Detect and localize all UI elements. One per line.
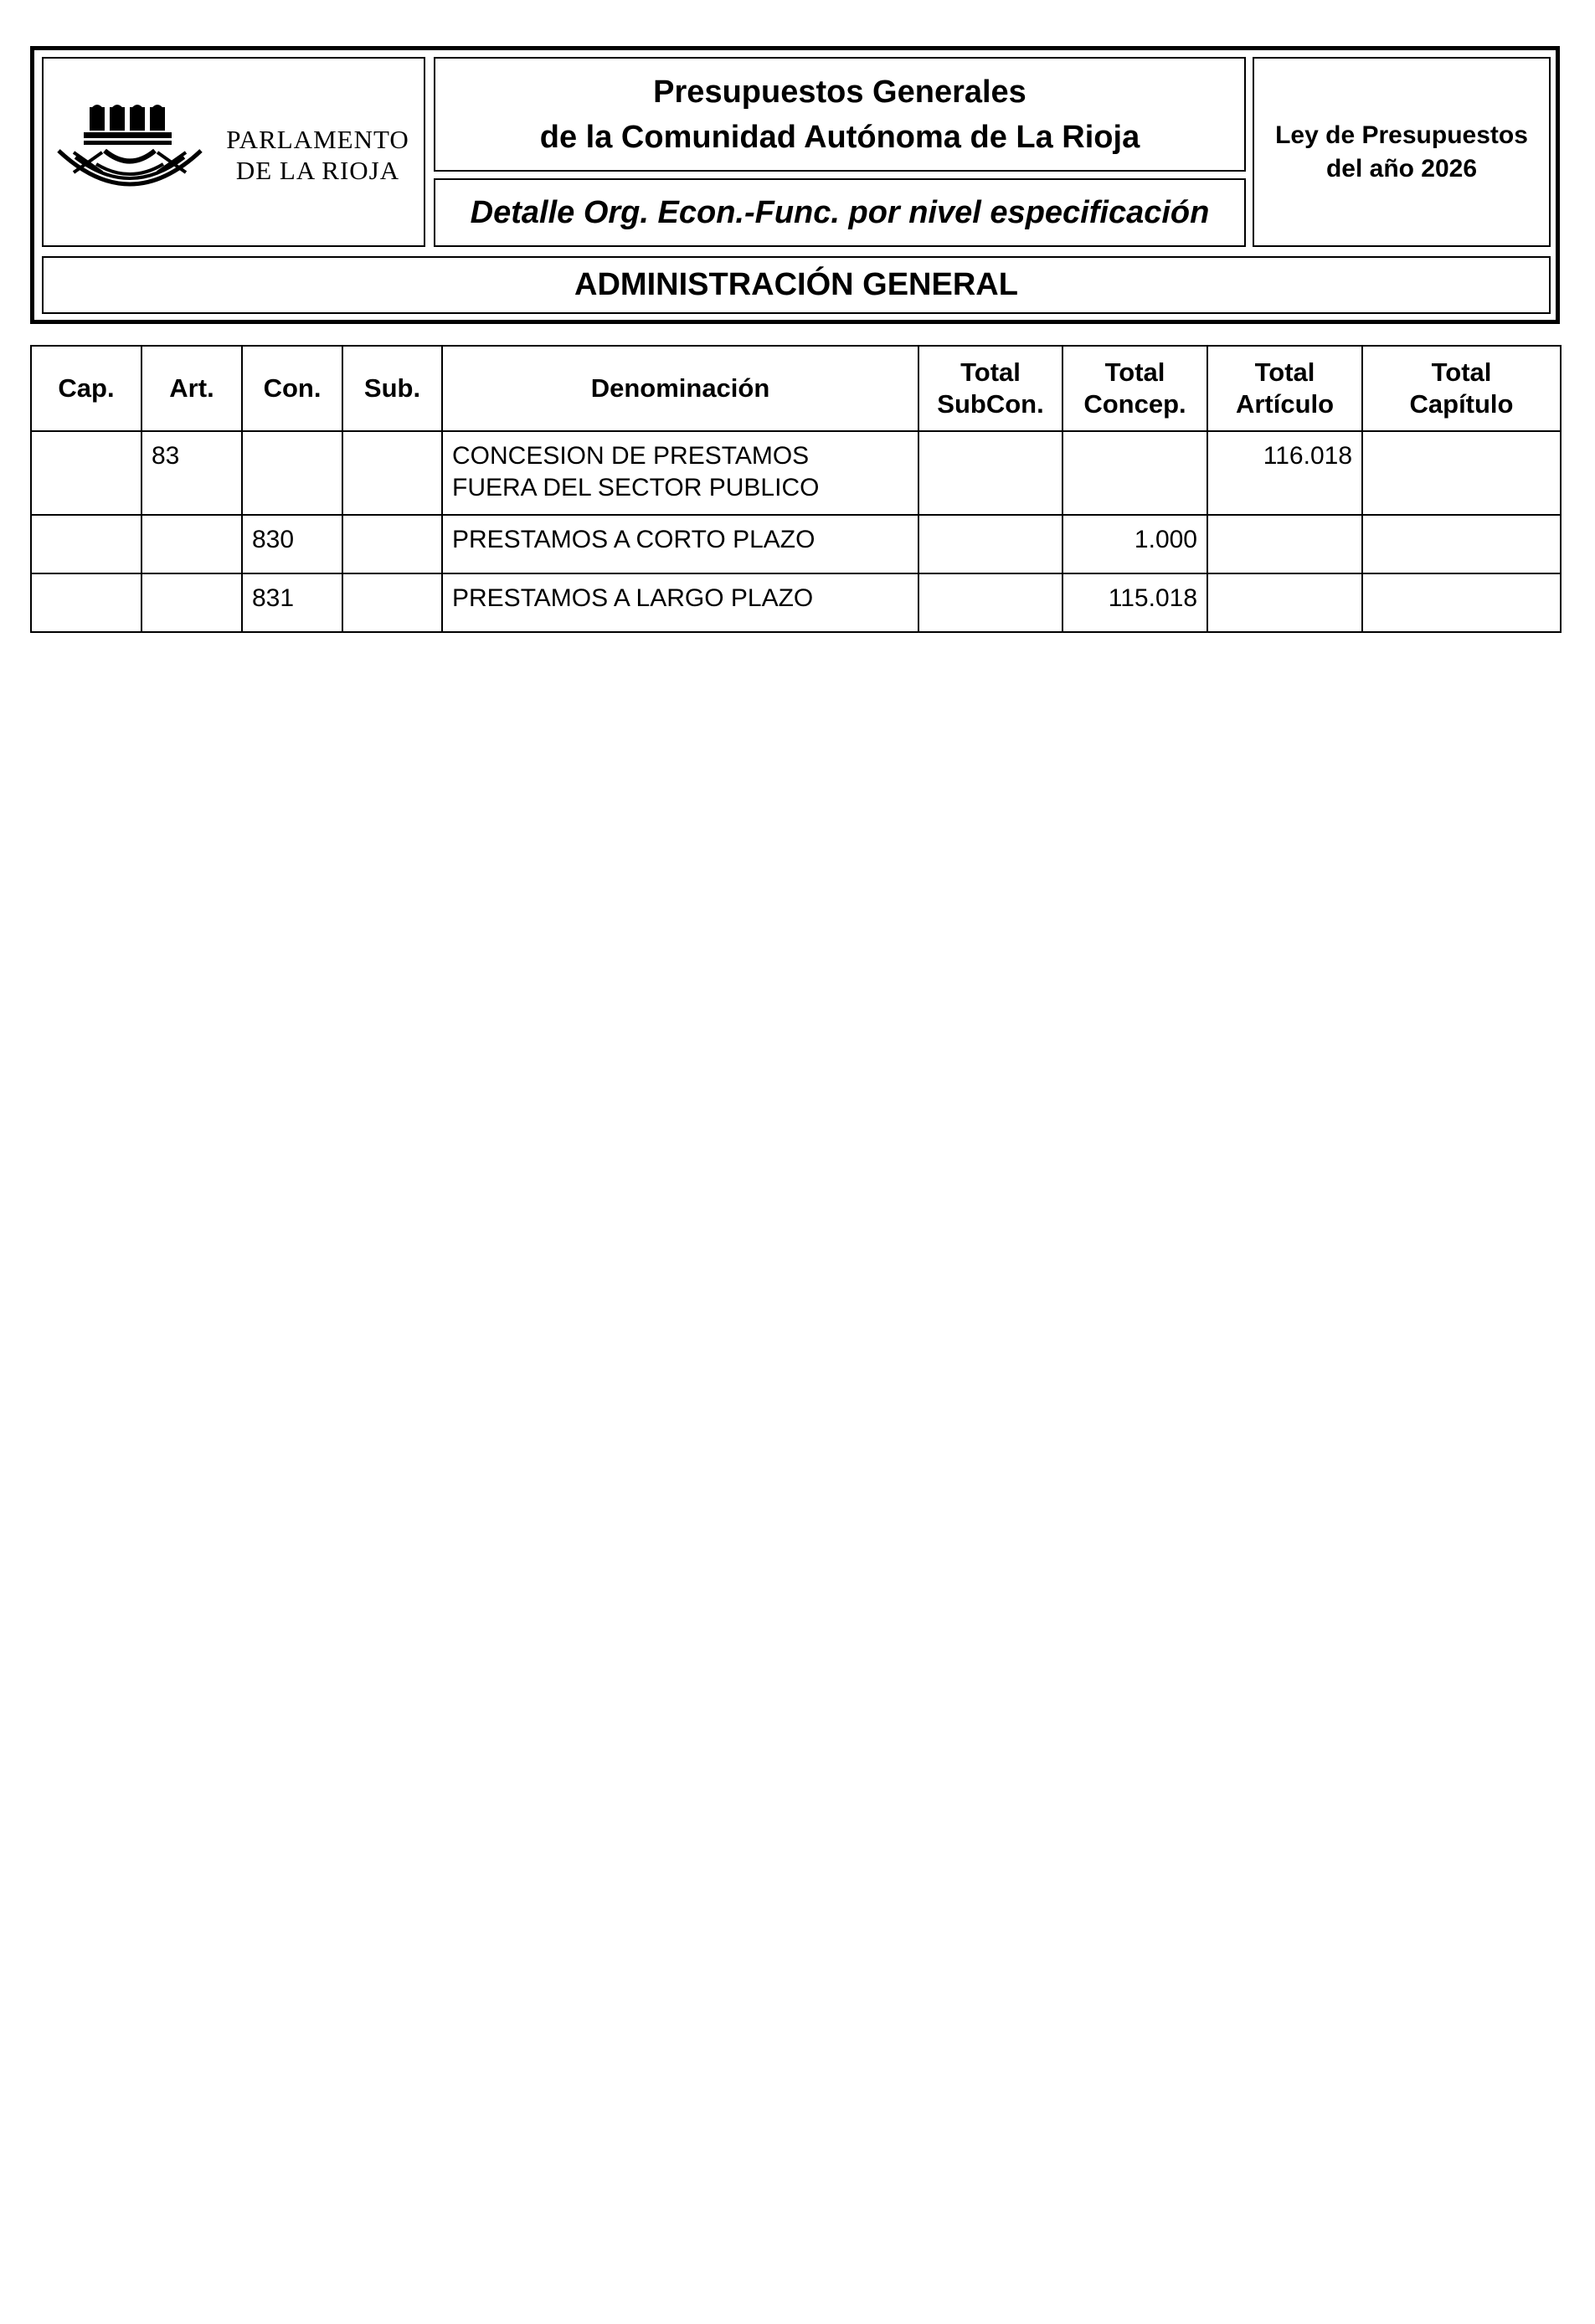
- logo-wordmark: [215, 124, 420, 186]
- organization-panel: [42, 256, 1551, 314]
- col-header-total-articulo: Total Artículo: [1207, 346, 1362, 431]
- denominacion-line-1: PRESTAMOS A CORTO PLAZO: [452, 526, 816, 553]
- col-header-total-concep: Total Concep.: [1062, 346, 1207, 431]
- col-header-con: Con.: [242, 346, 342, 431]
- cell-total-capitulo: [1362, 515, 1561, 573]
- cell-total-subcon: [918, 515, 1062, 573]
- cell-art: [141, 515, 242, 573]
- cell-total-capitulo: [1362, 431, 1561, 515]
- law-panel: [1253, 57, 1551, 247]
- cell-art: [141, 573, 242, 632]
- title-line-2: de la Comunidad Autónoma de La Rioja: [539, 119, 1140, 155]
- cell-denominacion: [442, 573, 918, 632]
- col-header-total-subcon: Total SubCon.: [918, 346, 1062, 431]
- cell-cap: [31, 515, 141, 573]
- budget-table: [30, 345, 1562, 633]
- report-subtitle: Detalle Org. Econ.-Func. por nivel especificación: [470, 194, 1210, 230]
- cell-sub: [342, 573, 442, 632]
- table-row: [31, 515, 1561, 573]
- parliament-logo-icon: [50, 92, 209, 201]
- col-header-total-capitulo: Total Capítulo: [1362, 346, 1561, 431]
- cell-total-articulo: [1207, 573, 1362, 632]
- cell-con: [242, 431, 342, 515]
- cell-total-articulo: 116.018: [1207, 431, 1362, 515]
- col-header-art: Art.: [141, 346, 242, 431]
- cell-con: 830: [242, 515, 342, 573]
- cell-sub: [342, 515, 442, 573]
- cell-denominacion: [442, 515, 918, 573]
- col-header-denominacion: Denominación: [442, 346, 918, 431]
- denominacion-line-1: CONCESION DE PRESTAMOS: [452, 442, 810, 470]
- denominacion-line-2: FUERA DEL SECTOR PUBLICO: [452, 474, 820, 501]
- logo-panel: [42, 57, 425, 247]
- law-line-2: del año 2026: [1325, 154, 1478, 183]
- cell-total-subcon: [918, 431, 1062, 515]
- title-line-1: Presupuestos Generales: [653, 74, 1026, 110]
- col-header-sub: Sub.: [342, 346, 442, 431]
- organization-title: ADMINISTRACIÓN GENERAL: [574, 267, 1018, 302]
- cell-cap: [31, 431, 141, 515]
- cell-con: 831: [242, 573, 342, 632]
- cell-total-concep: 1.000: [1062, 515, 1207, 573]
- title-panel: [434, 57, 1246, 172]
- cell-cap: [31, 573, 141, 632]
- cell-sub: [342, 431, 442, 515]
- cell-total-concep: [1062, 431, 1207, 515]
- logo-line-1: PARLAMENTO: [226, 125, 409, 154]
- cell-total-articulo: [1207, 515, 1362, 573]
- table-header-row: [31, 346, 1561, 431]
- cell-total-subcon: [918, 573, 1062, 632]
- table-row: [31, 573, 1561, 632]
- table-row: [31, 431, 1561, 515]
- law-line-1: Ley de Presupuestos: [1275, 121, 1528, 149]
- cell-denominacion: [442, 431, 918, 515]
- cell-art: 83: [141, 431, 242, 515]
- cell-total-capitulo: [1362, 573, 1561, 632]
- denominacion-line-1: PRESTAMOS A LARGO PLAZO: [452, 584, 814, 612]
- cell-total-concep: 115.018: [1062, 573, 1207, 632]
- subtitle-panel: [434, 178, 1246, 247]
- col-header-cap: Cap.: [31, 346, 141, 431]
- logo-line-2: DE LA RIOJA: [235, 156, 400, 185]
